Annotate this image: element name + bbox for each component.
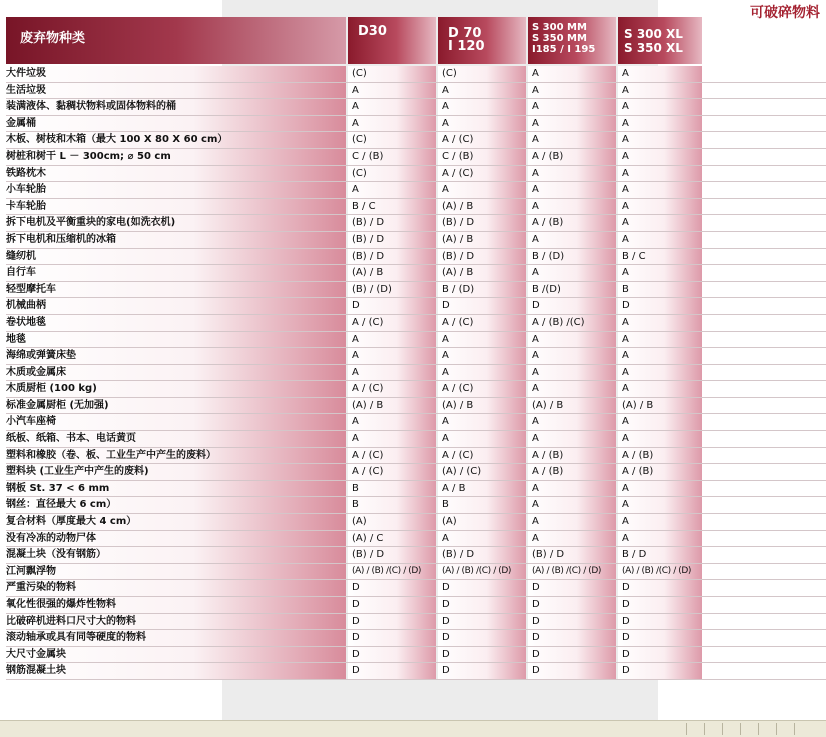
row-value-s300xl: A: [618, 265, 702, 281]
row-value-d30: B: [348, 497, 436, 513]
row-value-d30: A: [348, 431, 436, 447]
row-waste-type: 没有冷冻的动物尸体: [6, 531, 346, 547]
row-value-s300mm: (A) / B: [528, 398, 616, 414]
row-waste-type: 铁路枕木: [6, 166, 346, 182]
row-tail: [702, 166, 826, 182]
table-row: [6, 414, 826, 431]
row-value-d70: A / (C): [438, 315, 526, 331]
row-waste-type: 江河飘浮物: [6, 564, 346, 580]
table-row: [6, 647, 826, 664]
table-row: [6, 580, 826, 597]
row-tail: [702, 66, 826, 82]
header-s300xl-line-2: S 350 XL: [624, 41, 683, 55]
row-value-d30: (C): [348, 166, 436, 182]
row-value-d30: A: [348, 83, 436, 99]
row-value-d70: A: [438, 431, 526, 447]
row-value-d30: (B) / D: [348, 249, 436, 265]
row-value-s300mm: A: [528, 265, 616, 281]
status-bar-divider: [686, 723, 687, 735]
row-value-s300mm: A: [528, 182, 616, 198]
row-value-s300mm: A / (B): [528, 215, 616, 231]
row-waste-type: 氧化性很强的爆炸性物料: [6, 597, 346, 613]
table-row: [6, 199, 826, 216]
row-value-d30: A: [348, 116, 436, 132]
row-value-s300xl: A: [618, 365, 702, 381]
table-row: [6, 99, 826, 116]
row-waste-type: 大件垃圾: [6, 66, 346, 82]
row-value-d70: A: [438, 83, 526, 99]
row-value-d30: B / C: [348, 199, 436, 215]
row-value-s300mm: A: [528, 199, 616, 215]
row-value-d30: A / (C): [348, 464, 436, 480]
row-waste-type: 滚动轴承或具有同等硬度的物料: [6, 630, 346, 646]
row-value-d70: (B) / D: [438, 215, 526, 231]
row-tail: [702, 199, 826, 215]
table-row: [6, 265, 826, 282]
row-value-s300xl: A: [618, 332, 702, 348]
row-value-d70: A: [438, 116, 526, 132]
table-row: [6, 497, 826, 514]
row-value-s300mm: A: [528, 481, 616, 497]
row-value-s300xl: D: [618, 630, 702, 646]
row-value-s300mm: A: [528, 431, 616, 447]
row-value-d70: (C): [438, 66, 526, 82]
row-value-d30: A: [348, 99, 436, 115]
row-value-d30: A: [348, 414, 436, 430]
row-value-s300mm: A: [528, 99, 616, 115]
row-value-s300xl: A: [618, 132, 702, 148]
row-value-s300xl: B / C: [618, 249, 702, 265]
row-value-d70: (A): [438, 514, 526, 530]
row-waste-type: 金属桶: [6, 116, 346, 132]
row-value-s300mm: A / (B) /(C): [528, 315, 616, 331]
row-tail: [702, 381, 826, 397]
row-value-d70: A / B: [438, 481, 526, 497]
row-value-s300mm: A: [528, 531, 616, 547]
row-tail: [702, 348, 826, 364]
row-value-d70: D: [438, 647, 526, 663]
row-tail: [702, 497, 826, 513]
row-value-d30: D: [348, 614, 436, 630]
row-waste-type: 卷状地毯: [6, 315, 346, 331]
table-row: [6, 398, 826, 415]
table-row: [6, 365, 826, 382]
row-value-d30: (A) / B: [348, 398, 436, 414]
row-value-d30: (B) / (D): [348, 282, 436, 298]
row-waste-type: 标准金属厨柜 (无加强): [6, 398, 346, 414]
row-value-s300xl: B: [618, 282, 702, 298]
table-row: [6, 132, 826, 149]
status-bar: [0, 720, 826, 737]
header-s300xl-line-1: S 300 XL: [624, 27, 683, 41]
table-row: [6, 464, 826, 481]
header-d70: [438, 17, 526, 64]
row-value-s300mm: A / (B): [528, 448, 616, 464]
status-bar-divider: [740, 723, 741, 735]
table-row: [6, 166, 826, 183]
table-row: [6, 381, 826, 398]
row-value-d70: D: [438, 580, 526, 596]
row-value-s300mm: A: [528, 414, 616, 430]
table-row: [6, 298, 826, 315]
row-tail: [702, 99, 826, 115]
row-value-s300xl: (A) / (B) /(C) / (D): [618, 564, 702, 580]
row-value-s300xl: D: [618, 663, 702, 679]
row-tail: [702, 597, 826, 613]
row-value-s300xl: A: [618, 414, 702, 430]
row-value-d30: (C): [348, 66, 436, 82]
row-tail: [702, 232, 826, 248]
row-value-s300xl: A: [618, 182, 702, 198]
row-value-d30: B: [348, 481, 436, 497]
row-tail: [702, 647, 826, 663]
row-value-s300mm: A: [528, 166, 616, 182]
row-value-s300mm: D: [528, 630, 616, 646]
table-row: [6, 614, 826, 631]
row-waste-type: 木质厨柜 (100 kg): [6, 381, 346, 397]
row-value-s300xl: A / (B): [618, 464, 702, 480]
table-row: [6, 531, 826, 548]
row-value-d30: A: [348, 348, 436, 364]
header-d30: [348, 17, 436, 64]
row-value-s300xl: A: [618, 99, 702, 115]
row-value-d70: D: [438, 597, 526, 613]
row-tail: [702, 663, 826, 679]
row-value-s300mm: (A) / (B) /(C) / (D): [528, 564, 616, 580]
row-value-s300xl: D: [618, 614, 702, 630]
table-row: [6, 448, 826, 465]
row-value-s300mm: A: [528, 83, 616, 99]
table-row: [6, 348, 826, 365]
row-tail: [702, 481, 826, 497]
row-value-d70: B: [438, 497, 526, 513]
row-value-s300xl: A: [618, 315, 702, 331]
table-row: [6, 514, 826, 531]
row-value-d30: (B) / D: [348, 232, 436, 248]
row-value-d30: A / (C): [348, 448, 436, 464]
row-waste-type: 钢筋混凝土块: [6, 663, 346, 679]
row-value-d70: A: [438, 531, 526, 547]
row-value-d70: A: [438, 182, 526, 198]
row-value-s300mm: D: [528, 647, 616, 663]
row-waste-type: 自行车: [6, 265, 346, 281]
row-value-d30: D: [348, 597, 436, 613]
row-tail: [702, 83, 826, 99]
row-waste-type: 树桩和树干 L － 300cm; ⌀ 50 cm: [6, 149, 346, 165]
header-s300mm-line-3: I185 / I 195: [532, 44, 596, 55]
row-tail: [702, 298, 826, 314]
row-value-s300mm: A: [528, 66, 616, 82]
row-value-s300mm: A: [528, 514, 616, 530]
row-value-s300mm: A: [528, 348, 616, 364]
row-tail: [702, 365, 826, 381]
header-s300mm-line-2: S 350 MM: [532, 33, 587, 44]
header-d70-line-2: I 120: [448, 39, 485, 54]
status-bar-divider: [758, 723, 759, 735]
row-value-s300xl: D: [618, 597, 702, 613]
row-tail: [702, 448, 826, 464]
row-tail: [702, 282, 826, 298]
row-value-s300xl: A: [618, 348, 702, 364]
row-waste-type: 纸板、纸箱、书本、电话黄页: [6, 431, 346, 447]
row-waste-type: 机械曲柄: [6, 298, 346, 314]
row-value-s300mm: A / (B): [528, 149, 616, 165]
table-row: [6, 232, 826, 249]
header-s300mm-line-1: S 300 MM: [532, 22, 587, 33]
row-value-s300xl: D: [618, 298, 702, 314]
row-waste-type: 严重污染的物料: [6, 580, 346, 596]
row-value-d30: (A) / C: [348, 531, 436, 547]
table-row: [6, 547, 826, 564]
row-tail: [702, 630, 826, 646]
row-tail: [702, 414, 826, 430]
row-waste-type: 混凝土块（没有钢筋）: [6, 547, 346, 563]
row-value-s300mm: B /(D): [528, 282, 616, 298]
row-value-d70: A: [438, 365, 526, 381]
row-value-d70: (A) / B: [438, 232, 526, 248]
page-title: 可破碎物料: [750, 5, 820, 21]
row-value-s300xl: A: [618, 514, 702, 530]
row-waste-type: 大尺寸金属块: [6, 647, 346, 663]
row-value-s300xl: A: [618, 166, 702, 182]
row-value-s300xl: A: [618, 199, 702, 215]
row-value-d30: (C): [348, 132, 436, 148]
row-value-s300mm: D: [528, 580, 616, 596]
row-value-s300xl: A: [618, 232, 702, 248]
row-tail: [702, 265, 826, 281]
row-waste-type: 生活垃圾: [6, 83, 346, 99]
row-value-s300mm: D: [528, 597, 616, 613]
row-tail: [702, 215, 826, 231]
table-row: [6, 663, 826, 680]
row-value-s300xl: A: [618, 116, 702, 132]
row-value-s300xl: A: [618, 83, 702, 99]
row-value-d30: (B) / D: [348, 215, 436, 231]
row-value-s300mm: A: [528, 365, 616, 381]
row-tail: [702, 514, 826, 530]
row-value-d30: A: [348, 332, 436, 348]
row-value-s300xl: A: [618, 215, 702, 231]
row-value-d30: D: [348, 580, 436, 596]
row-waste-type: 木质或金属床: [6, 365, 346, 381]
row-waste-type: 轻型摩托车: [6, 282, 346, 298]
table-row: [6, 116, 826, 133]
status-bar-divider: [704, 723, 705, 735]
row-value-s300mm: D: [528, 298, 616, 314]
row-value-d30: D: [348, 630, 436, 646]
row-waste-type: 钢板 St. 37 < 6 mm: [6, 481, 346, 497]
row-value-d70: D: [438, 663, 526, 679]
row-value-d70: D: [438, 614, 526, 630]
row-value-d70: (B) / D: [438, 547, 526, 563]
row-waste-type: 地毯: [6, 332, 346, 348]
row-waste-type: 塑料块 (工业生产中产生的废料): [6, 464, 346, 480]
table-row: [6, 182, 826, 199]
row-value-s300xl: A: [618, 66, 702, 82]
table-row: [6, 149, 826, 166]
row-tail: [702, 580, 826, 596]
row-tail: [702, 398, 826, 414]
row-value-d70: C / (B): [438, 149, 526, 165]
row-waste-type: 塑料和橡胶（卷、板、工业生产中产生的废料）: [6, 448, 346, 464]
row-value-d70: A / (C): [438, 448, 526, 464]
row-value-s300mm: A: [528, 497, 616, 513]
header-d30-line-1: D30: [358, 24, 387, 39]
row-value-s300mm: A: [528, 116, 616, 132]
row-waste-type: 比破碎机进料口尺寸大的物料: [6, 614, 346, 630]
row-waste-type: 小车轮胎: [6, 182, 346, 198]
table-body: [6, 66, 826, 680]
table-row: [6, 564, 826, 581]
row-value-d70: (A) / B: [438, 265, 526, 281]
row-value-d30: (A): [348, 514, 436, 530]
row-waste-type: 小汽车座椅: [6, 414, 346, 430]
row-value-d70: A / (C): [438, 381, 526, 397]
table-header: [6, 17, 696, 64]
row-tail: [702, 315, 826, 331]
table-row: [6, 249, 826, 266]
status-bar-divider: [776, 723, 777, 735]
row-value-d30: D: [348, 663, 436, 679]
row-value-d70: (A) / (B) /(C) / (D): [438, 564, 526, 580]
table-row: [6, 630, 826, 647]
row-value-d30: A / (C): [348, 315, 436, 331]
row-tail: [702, 132, 826, 148]
row-tail: [702, 547, 826, 563]
row-value-s300xl: D: [618, 647, 702, 663]
row-value-s300mm: D: [528, 614, 616, 630]
table-row: [6, 332, 826, 349]
row-waste-type: 复合材料（厚度最大 4 cm）: [6, 514, 346, 530]
row-value-s300mm: (B) / D: [528, 547, 616, 563]
row-value-s300xl: A / (B): [618, 448, 702, 464]
table-row: [6, 66, 826, 83]
row-value-s300mm: D: [528, 663, 616, 679]
table-row: [6, 282, 826, 299]
row-value-d30: C / (B): [348, 149, 436, 165]
row-value-d30: D: [348, 647, 436, 663]
row-value-d30: (B) / D: [348, 547, 436, 563]
row-value-d70: B / (D): [438, 282, 526, 298]
row-value-s300xl: A: [618, 481, 702, 497]
row-tail: [702, 332, 826, 348]
table-row: [6, 597, 826, 614]
row-waste-type: 海绵或弹簧床垫: [6, 348, 346, 364]
row-value-s300mm: B / (D): [528, 249, 616, 265]
row-tail: [702, 149, 826, 165]
table-row: [6, 481, 826, 498]
row-waste-type: 缝纫机: [6, 249, 346, 265]
table-row: [6, 431, 826, 448]
row-value-d70: (A) / B: [438, 398, 526, 414]
row-value-d70: (A) / (C): [438, 464, 526, 480]
row-value-d70: (B) / D: [438, 249, 526, 265]
row-value-s300xl: (A) / B: [618, 398, 702, 414]
row-tail: [702, 531, 826, 547]
row-value-s300xl: D: [618, 580, 702, 596]
row-value-s300mm: A: [528, 132, 616, 148]
row-value-d70: A / (C): [438, 132, 526, 148]
row-value-d70: A / (C): [438, 166, 526, 182]
header-s300mm: [528, 17, 616, 64]
row-value-d70: D: [438, 630, 526, 646]
row-value-s300mm: A: [528, 381, 616, 397]
row-value-d30: A / (C): [348, 381, 436, 397]
row-value-d70: D: [438, 298, 526, 314]
row-value-s300xl: A: [618, 531, 702, 547]
row-waste-type: 卡车轮胎: [6, 199, 346, 215]
row-waste-type: 装满液体、黏稠状物料或固体物料的桶: [6, 99, 346, 115]
row-value-s300mm: A / (B): [528, 464, 616, 480]
status-bar-divider: [722, 723, 723, 735]
row-tail: [702, 116, 826, 132]
row-tail: [702, 614, 826, 630]
row-tail: [702, 182, 826, 198]
row-value-s300xl: A: [618, 381, 702, 397]
row-waste-type: 木板、树枝和木箱（最大 100 X 80 X 60 cm）: [6, 132, 346, 148]
row-value-s300mm: A: [528, 232, 616, 248]
row-tail: [702, 464, 826, 480]
row-tail: [702, 564, 826, 580]
table-row: [6, 83, 826, 100]
row-value-d70: A: [438, 414, 526, 430]
row-value-d70: A: [438, 348, 526, 364]
row-value-s300xl: A: [618, 497, 702, 513]
status-bar-divider: [794, 723, 795, 735]
row-waste-type: 拆下电机及平衡重块的家电(如洗衣机): [6, 215, 346, 231]
header-s300xl: [618, 17, 702, 64]
row-value-s300xl: A: [618, 149, 702, 165]
row-value-s300xl: B / D: [618, 547, 702, 563]
row-waste-type: 钢丝：直径最大 6 cm）: [6, 497, 346, 513]
row-value-d30: (A) / (B) /(C) / (D): [348, 564, 436, 580]
row-value-d30: A: [348, 182, 436, 198]
row-value-d30: (A) / B: [348, 265, 436, 281]
row-tail: [702, 249, 826, 265]
table-row: [6, 215, 826, 232]
header-category: 废弃物种类: [6, 17, 346, 64]
row-value-d70: A: [438, 99, 526, 115]
row-tail: [702, 431, 826, 447]
header-d70-line-1: D 70: [448, 26, 482, 41]
row-value-d70: (A) / B: [438, 199, 526, 215]
row-waste-type: 拆下电机和压缩机的冰箱: [6, 232, 346, 248]
row-value-d30: D: [348, 298, 436, 314]
table-row: [6, 315, 826, 332]
row-value-d70: A: [438, 332, 526, 348]
row-value-s300mm: A: [528, 332, 616, 348]
row-value-d30: A: [348, 365, 436, 381]
row-value-s300xl: A: [618, 431, 702, 447]
